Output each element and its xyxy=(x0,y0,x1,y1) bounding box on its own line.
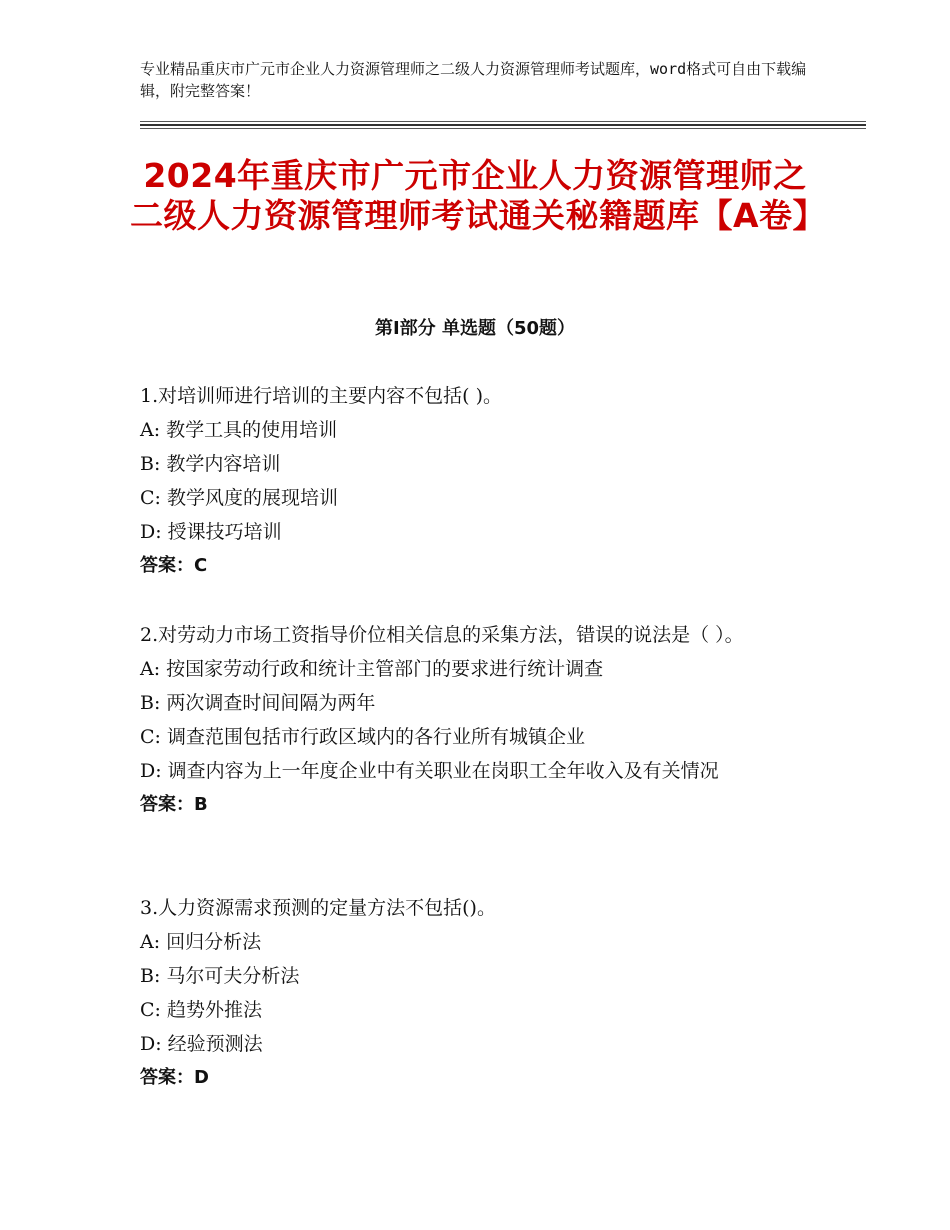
header-rule-top xyxy=(140,121,866,122)
option-a: A: 教学工具的使用培训 xyxy=(140,419,338,441)
option-a: A: 按国家劳动行政和统计主管部门的要求进行统计调查 xyxy=(140,658,604,680)
question-stem: 2.对劳动力市场工资指导价位相关信息的采集方法，错误的说法是（ ）。 xyxy=(140,624,744,646)
header-rule-middle xyxy=(140,124,866,126)
document-title: 2024年重庆市广元市企业人力资源管理师之二级人力资源管理师考试通关秘籍题库【A卷】 xyxy=(130,156,827,235)
option-c: C: 教学风度的展现培训 xyxy=(140,487,338,509)
option-b: B: 两次调查时间间隔为两年 xyxy=(140,692,376,714)
answer: 答案：C xyxy=(140,555,208,576)
question-block xyxy=(140,618,830,822)
question-stem: 3.人力资源需求预测的定量方法不包括()。 xyxy=(140,897,496,919)
option-b: B: 马尔可夫分析法 xyxy=(140,965,300,987)
option-d: D: 调查内容为上一年度企业中有关职业在岗职工全年收入及有关情况 xyxy=(140,760,719,782)
header-note: 专业精品重庆市广元市企业人力资源管理师之二级人力资源管理师考试题库，word格式可自由下载编辑，附完整答案！ xyxy=(140,60,807,100)
question-stem: 1.对培训师进行培训的主要内容不包括( )。 xyxy=(140,385,502,407)
answer: 答案：B xyxy=(140,794,208,815)
option-c: C: 调查范围包括市行政区域内的各行业所有城镇企业 xyxy=(140,726,585,748)
question-block xyxy=(140,891,830,1095)
question-block xyxy=(140,379,830,583)
header-rule-bottom xyxy=(140,128,866,129)
option-c: C: 趋势外推法 xyxy=(140,999,262,1021)
section-title: 第Ⅰ部分 单选题（50题） xyxy=(374,318,575,339)
option-d: D: 经验预测法 xyxy=(140,1033,263,1055)
option-a: A: 回归分析法 xyxy=(140,931,262,953)
option-d: D: 授课技巧培训 xyxy=(140,521,282,543)
option-b: B: 教学内容培训 xyxy=(140,453,281,475)
answer: 答案：D xyxy=(140,1067,209,1088)
